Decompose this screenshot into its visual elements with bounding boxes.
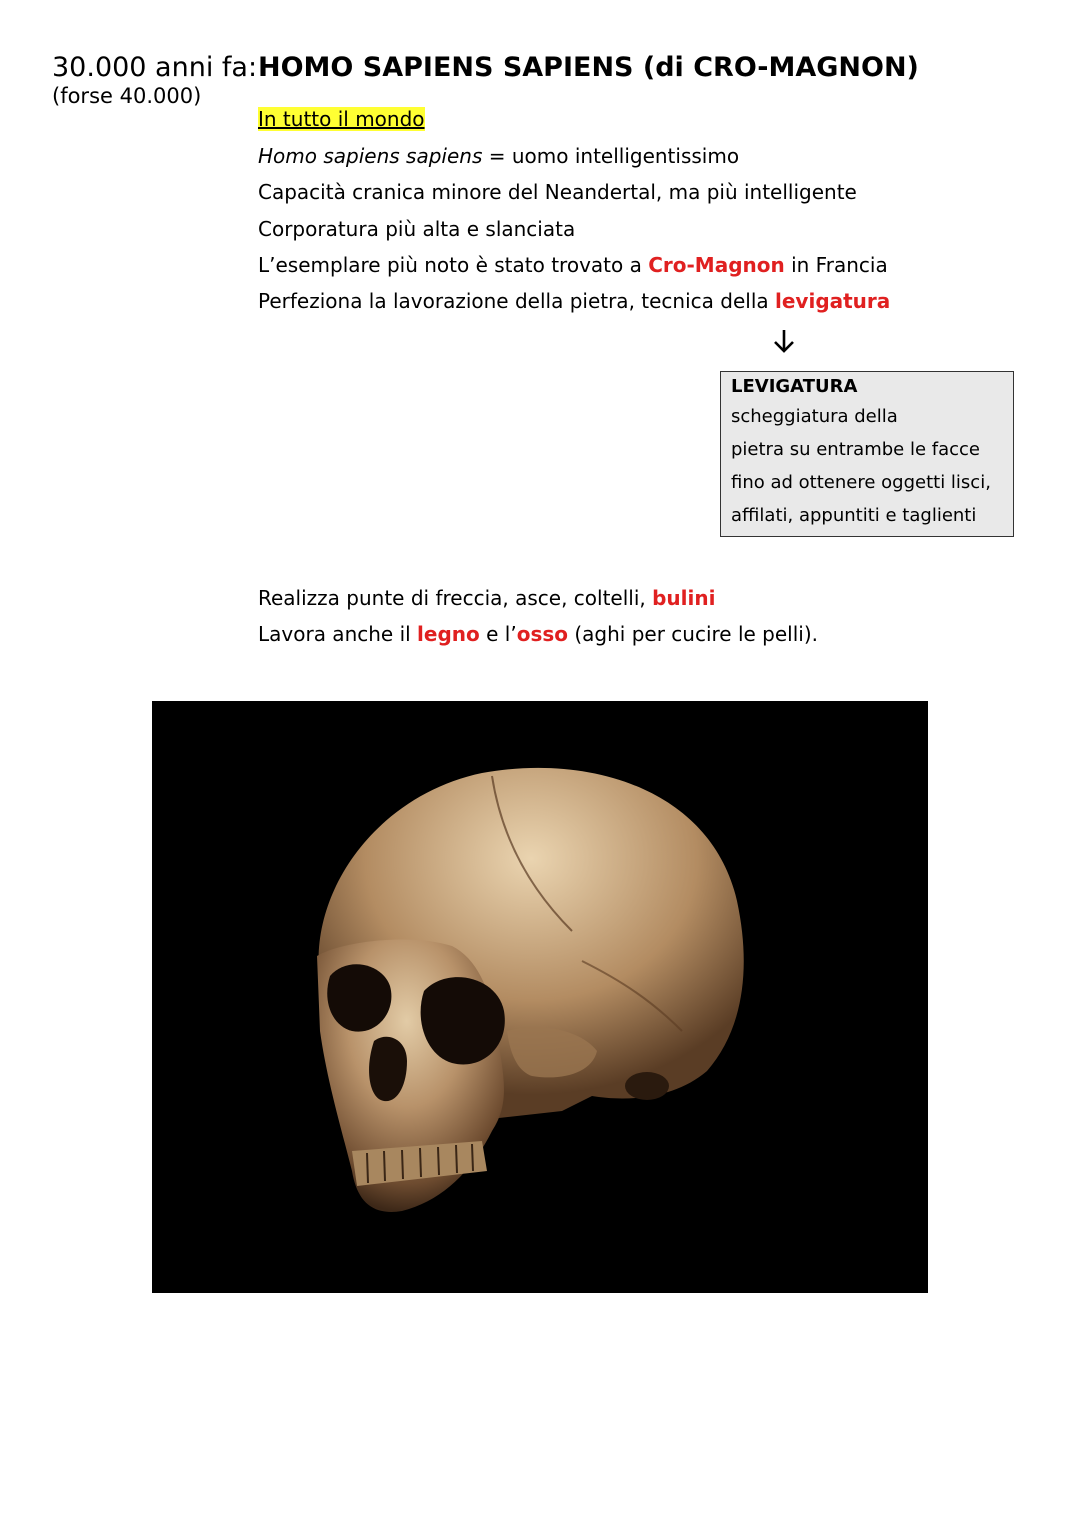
line-capacita-cranica: Capacità cranica minore del Neandertal, ma più intelligente bbox=[258, 180, 857, 204]
keyword-legno: legno bbox=[417, 622, 480, 646]
date-prefix: 30.000 anni fa: bbox=[52, 52, 258, 83]
line-realizza bbox=[258, 585, 715, 611]
keyword-osso: osso bbox=[516, 622, 568, 646]
line-text: Realizza punte di freccia, asce, coltelli, bbox=[258, 586, 653, 610]
line-text: = uomo intelligentissimo bbox=[482, 144, 740, 168]
line-lavora bbox=[258, 621, 818, 647]
line-text: in Francia bbox=[784, 253, 888, 277]
line-in-tutto-il-mondo bbox=[258, 106, 425, 132]
species-name: Homo sapiens sapiens bbox=[258, 144, 483, 168]
skull-photo bbox=[152, 701, 928, 1293]
definition-line: affilati, appuntiti e taglienti bbox=[731, 505, 977, 526]
keyword-levigatura: levigatura bbox=[775, 289, 891, 313]
line-esemplare bbox=[258, 252, 888, 278]
page-title: HOMO SAPIENS SAPIENS (di CRO-MAGNON) bbox=[258, 52, 919, 83]
line-perfeziona bbox=[258, 288, 890, 314]
line-homo-sapiens bbox=[258, 143, 739, 169]
definition-title: LEVIGATURA bbox=[731, 376, 858, 397]
line-text: e l’ bbox=[479, 622, 517, 646]
definition-line: fino ad ottenere oggetti lisci, bbox=[731, 472, 991, 493]
keyword-cro-magnon: Cro-Magnon bbox=[648, 253, 785, 277]
line-text: Perfeziona la lavorazione della pietra, tecnica della bbox=[258, 289, 775, 313]
line-text: Lavora anche il bbox=[258, 622, 418, 646]
date-note: (forse 40.000) bbox=[52, 84, 202, 108]
definition-line: pietra su entrambe le facce bbox=[731, 439, 980, 460]
highlighted-text: In tutto il mondo bbox=[258, 107, 425, 131]
line-corporatura: Corporatura più alta e slanciata bbox=[258, 217, 576, 241]
keyword-bulini: bulini bbox=[652, 586, 716, 610]
line-text: (aghi per cucire le pelli). bbox=[568, 622, 818, 646]
line-text: L’esemplare più noto è stato trovato a bbox=[258, 253, 649, 277]
arrow-down-icon bbox=[770, 326, 798, 356]
definition-box bbox=[720, 371, 1014, 537]
definition-line: scheggiatura della bbox=[731, 406, 898, 427]
